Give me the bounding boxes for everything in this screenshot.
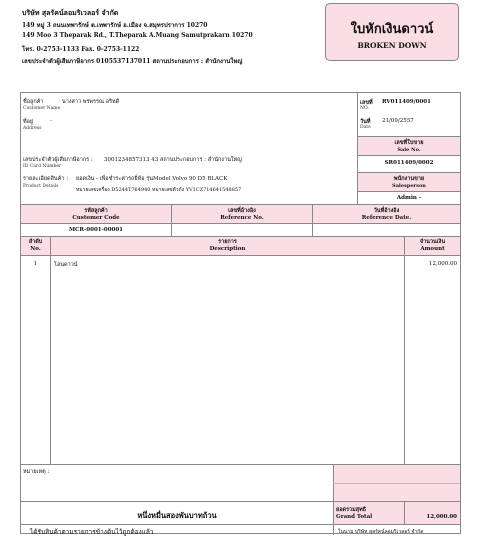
reference-date-header: วันที่อ้างอิง Reference Date. <box>361 208 412 221</box>
grand-total-label-en: Grand Total <box>336 514 373 520</box>
doc-no-label: เลขที่ <box>360 100 373 106</box>
id-card-label: เลขประจำตัวผู้เสียภาษีอากร : <box>23 157 93 163</box>
customer-name-label: ชื่อลูกค้า <box>23 99 44 105</box>
table-row-no: 1 <box>33 261 38 267</box>
salesperson-label-en: Salesperson <box>392 183 426 189</box>
table-row-desc: โอนดาวน์ <box>54 262 78 268</box>
company-address-en: 149 Moo 3 Theparak Rd., T.Theparak A.Muang Samutprakarn 10270 <box>22 32 253 39</box>
remark-label: หมายเหตุ : <box>23 469 50 475</box>
doc-date-value: 21/09/2557 <box>382 118 414 124</box>
doc-no-label-en: NO. <box>360 106 369 111</box>
product-label-en: Product Details <box>23 184 59 189</box>
customer-address-label-en: Address <box>23 126 42 131</box>
company-name: บริษัท สุลรัคน์ลอมริเวลอร์ จำกัด <box>22 8 119 17</box>
company-address-th: 149 หมู่ 3 ถนนเทพารักษ์ ต.เทพารักษ์ อ.เมือง จ.สมุทรปราการ 10270 <box>22 22 208 29</box>
product-label: รายละเอียดสินค้า : <box>23 176 69 182</box>
customer-name-label-en: Customer Name <box>23 106 61 111</box>
footer-company-sign: ในนาม บริษัท สุลรัคน์ลอมริเวลอร์ จำกัด <box>338 529 424 535</box>
customer-address-label: ที่อยู่ <box>23 119 34 125</box>
doc-date-label-en: Date <box>360 125 371 130</box>
col-desc-header: รายการ Description <box>209 239 246 252</box>
sale-no-value: SR011409/0002 <box>384 160 434 166</box>
doc-title-box <box>325 3 459 61</box>
table-row-amount: 12,000.00 <box>429 261 457 267</box>
customer-code-value: MCR-0001-00001 <box>68 227 124 233</box>
col-amount-header: จำนวนเงิน Amount <box>419 239 446 252</box>
company-tax-line: เลขประจำตัวผู้เสียภาษีอากร 0105537137011 สถานประกอบการ : สำนักงานใหญ่ <box>22 58 243 65</box>
col-no-header: ลำดับ No. <box>28 239 43 252</box>
reference-no-header: เลขที่อ้างอิง Reference No. <box>220 208 264 221</box>
doc-date-label: วันที่ <box>360 119 371 125</box>
sale-no-header <box>358 136 460 156</box>
doc-title-th: ใบหักเงินดาวน์ <box>350 22 434 37</box>
footer-received-text: ได้รับสินค้าตามรายการข้างต้นไว้ถูกต้องแล้ว <box>30 528 154 536</box>
doc-title-en: BROKEN DOWN <box>357 41 427 50</box>
salesperson-header <box>358 172 460 192</box>
salesperson-value: Admin - <box>396 195 422 201</box>
grand-total-value: 12,000.00 <box>426 514 457 520</box>
sale-no-label-en: Sale No. <box>397 147 421 153</box>
customer-name-value: นางสาว พรพรรณ อริหดี <box>62 99 120 105</box>
sale-no-label: เลขที่ใบขาย <box>394 140 424 146</box>
amount-in-words: หนึ่งหมื่นสองพันบาทถ้วน <box>137 511 217 520</box>
id-card-value: 3001234857313 43 สถานประกอบการ : สำนักงานใหญ่ <box>104 157 242 163</box>
id-card-label-en: ID Card Number <box>23 164 62 169</box>
customer-code-header: รหัสลูกค้า Customer Code <box>72 208 120 221</box>
grand-total-label: ยอดรวมสุทธิ <box>336 507 367 513</box>
salesperson-label: พนักงานขาย <box>393 176 425 182</box>
product-line-1: ยอดเงิน - เพื่อชำระค่ารถยี่ห้อ รุ่นModel Volvo 90 D5 BLACK <box>76 176 228 182</box>
product-line-2: หมายเลขเครื่อง D5244T764940 หมายเลขตัวถัง YV1CZ714641548857 <box>76 187 242 193</box>
doc-no-value: RV011409/0001 <box>382 99 431 105</box>
customer-address-value: - <box>50 118 52 124</box>
company-phone: โทร. 0-2753-1133 Fax. 0-2753-1122 <box>22 46 140 53</box>
